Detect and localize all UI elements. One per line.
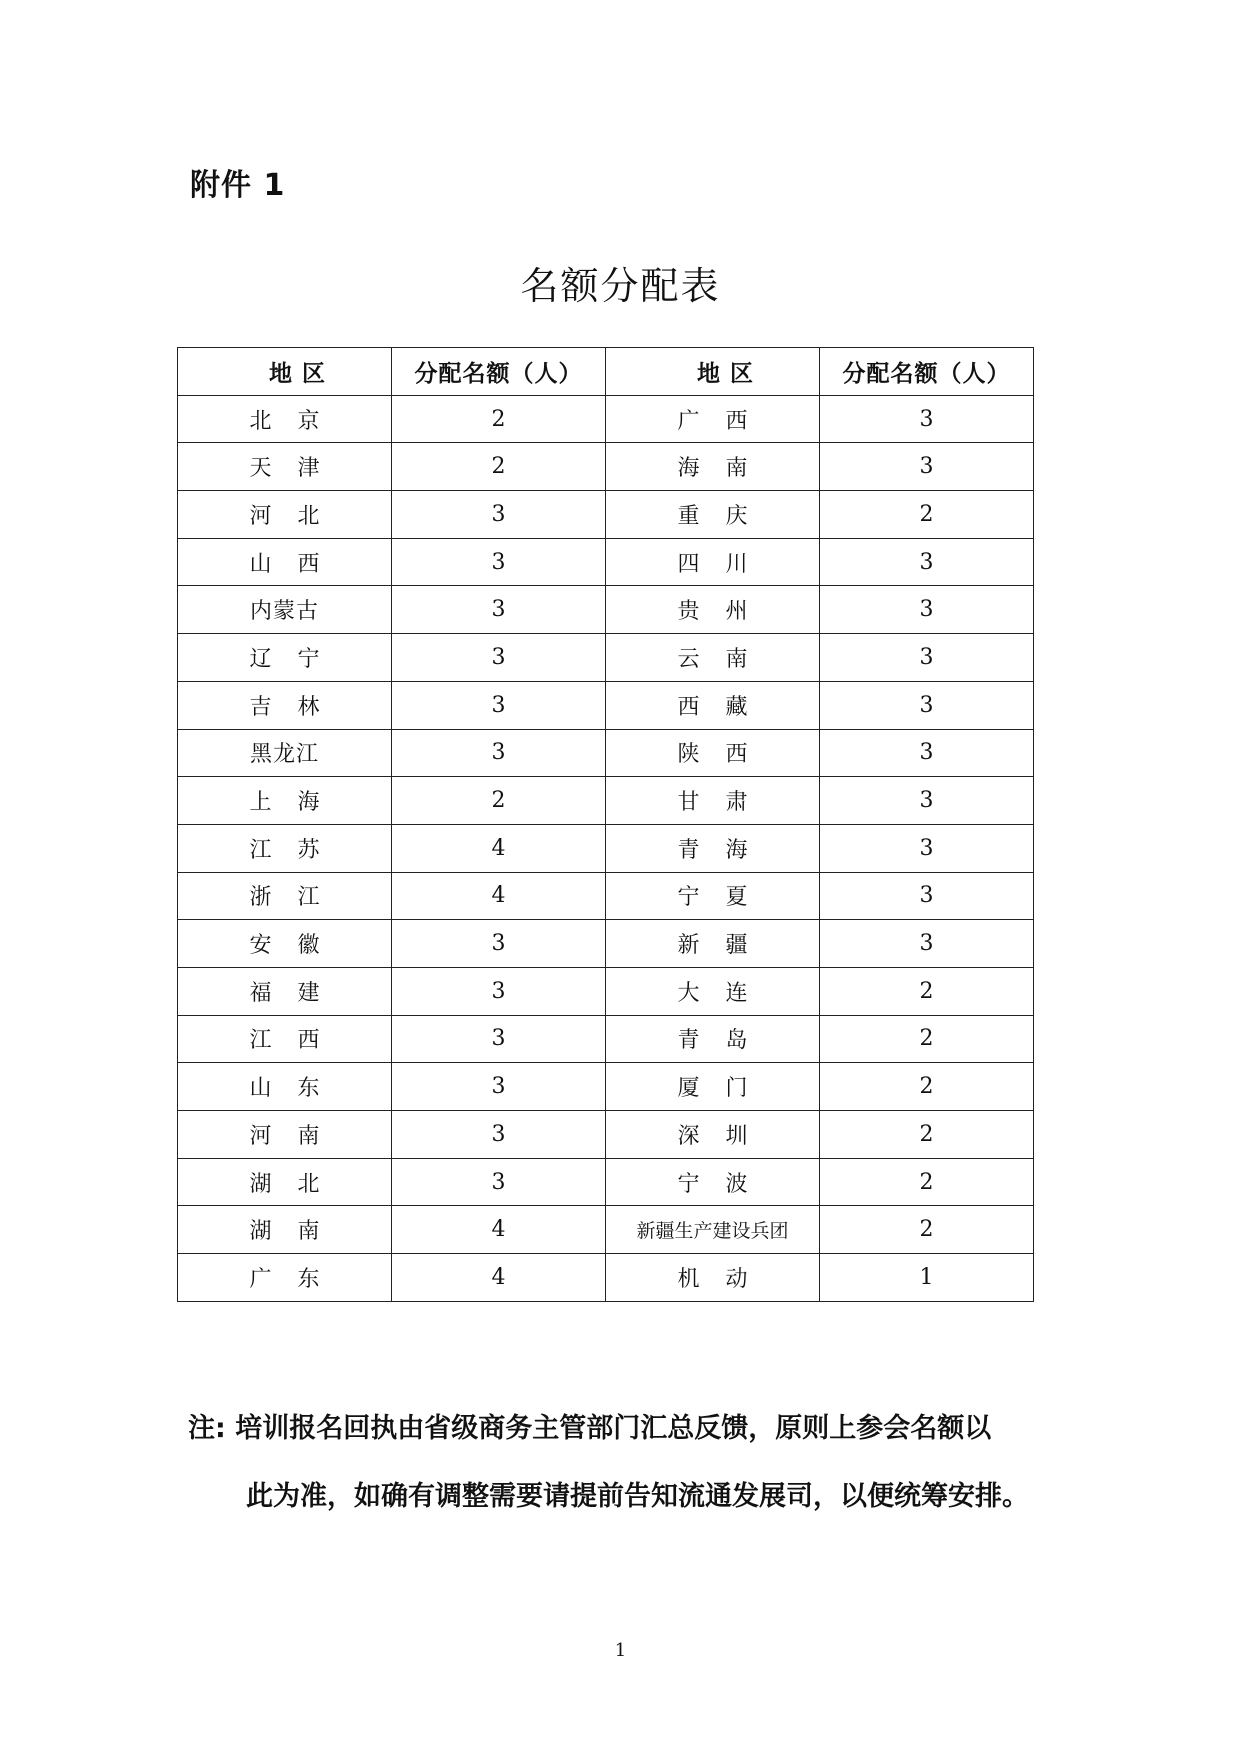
quota-cell: 2	[392, 395, 606, 443]
quota-cell: 3	[820, 681, 1034, 729]
attachment-label: 附件 1	[190, 168, 286, 203]
page-number: 1	[614, 1640, 627, 1661]
header-region-left: 地 区	[178, 348, 392, 396]
region-cell: 云南	[606, 634, 820, 682]
quota-cell: 3	[392, 1111, 606, 1159]
quota-cell: 2	[820, 1063, 1034, 1111]
table-row	[178, 491, 1034, 539]
region-cell: 深圳	[606, 1111, 820, 1159]
quota-cell: 3	[392, 729, 606, 777]
quota-cell: 3	[392, 1015, 606, 1063]
table-row	[178, 920, 1034, 968]
region-cell: 辽宁	[178, 634, 392, 682]
region-cell: 黑龙江	[178, 729, 392, 777]
region-cell: 吉林	[178, 681, 392, 729]
quota-cell: 1	[820, 1254, 1034, 1302]
header-region-right: 地 区	[606, 348, 820, 396]
table-row	[178, 1063, 1034, 1111]
table-row	[178, 1206, 1034, 1254]
quota-cell: 3	[392, 538, 606, 586]
table-row	[178, 395, 1034, 443]
region-cell: 甘肃	[606, 777, 820, 825]
note	[188, 1395, 1068, 1531]
quota-cell: 4	[392, 824, 606, 872]
region-cell: 上海	[178, 777, 392, 825]
region-cell: 山东	[178, 1063, 392, 1111]
region-cell: 北京	[178, 395, 392, 443]
table-row	[178, 443, 1034, 491]
quota-table	[177, 347, 1034, 1302]
table-body	[178, 395, 1034, 1301]
quota-cell: 2	[820, 1158, 1034, 1206]
region-cell: 机动	[606, 1254, 820, 1302]
header-quota-left: 分配名额（人）	[392, 348, 606, 396]
quota-cell: 3	[392, 586, 606, 634]
region-cell: 厦门	[606, 1063, 820, 1111]
quota-cell: 3	[820, 395, 1034, 443]
region-cell: 青海	[606, 824, 820, 872]
table-row	[178, 777, 1034, 825]
table-header-row	[178, 348, 1034, 396]
region-cell: 浙江	[178, 872, 392, 920]
document-title: 名额分配表	[520, 264, 721, 308]
table-row	[178, 634, 1034, 682]
quota-cell: 3	[820, 634, 1034, 682]
quota-cell: 3	[392, 491, 606, 539]
quota-cell: 3	[820, 872, 1034, 920]
table-row	[178, 681, 1034, 729]
note-line-1: 注: 培训报名回执由省级商务主管部门汇总反馈，原则上参会名额以	[188, 1413, 992, 1444]
quota-cell: 2	[820, 1206, 1034, 1254]
quota-cell: 3	[392, 920, 606, 968]
quota-cell: 2	[820, 1111, 1034, 1159]
region-cell: 贵州	[606, 586, 820, 634]
quota-cell: 3	[820, 538, 1034, 586]
region-cell: 海南	[606, 443, 820, 491]
region-cell: 河南	[178, 1111, 392, 1159]
region-cell: 天津	[178, 443, 392, 491]
quota-cell: 3	[820, 777, 1034, 825]
quota-cell: 3	[392, 634, 606, 682]
quota-cell: 3	[820, 729, 1034, 777]
quota-cell: 2	[392, 443, 606, 491]
quota-cell: 2	[820, 491, 1034, 539]
table-row	[178, 538, 1034, 586]
table-row	[178, 824, 1034, 872]
quota-cell: 3	[392, 1063, 606, 1111]
region-cell: 西藏	[606, 681, 820, 729]
quota-cell: 3	[392, 681, 606, 729]
quota-cell: 3	[392, 967, 606, 1015]
note-line-2: 此为准，如确有调整需要请提前告知流通发展司，以便统筹安排。	[246, 1481, 1029, 1512]
header-quota-right: 分配名额（人）	[820, 348, 1034, 396]
region-cell: 河北	[178, 491, 392, 539]
quota-cell: 2	[820, 1015, 1034, 1063]
table-row	[178, 586, 1034, 634]
region-cell: 重庆	[606, 491, 820, 539]
quota-cell: 4	[392, 1254, 606, 1302]
region-cell: 安徽	[178, 920, 392, 968]
table-row	[178, 1158, 1034, 1206]
region-cell: 四川	[606, 538, 820, 586]
quota-cell: 3	[820, 443, 1034, 491]
region-cell: 福建	[178, 967, 392, 1015]
quota-cell: 2	[820, 967, 1034, 1015]
quota-cell: 4	[392, 1206, 606, 1254]
quota-cell: 3	[820, 920, 1034, 968]
table-row	[178, 872, 1034, 920]
quota-cell: 3	[820, 824, 1034, 872]
quota-cell: 3	[820, 586, 1034, 634]
table-row	[178, 1015, 1034, 1063]
region-cell: 新疆	[606, 920, 820, 968]
quota-cell: 2	[392, 777, 606, 825]
region-cell: 宁波	[606, 1158, 820, 1206]
region-cell: 湖南	[178, 1206, 392, 1254]
table-row	[178, 729, 1034, 777]
region-cell: 陕西	[606, 729, 820, 777]
region-cell: 广东	[178, 1254, 392, 1302]
region-cell: 山西	[178, 538, 392, 586]
region-cell: 湖北	[178, 1158, 392, 1206]
quota-cell: 4	[392, 872, 606, 920]
region-cell: 内蒙古	[178, 586, 392, 634]
region-cell: 广西	[606, 395, 820, 443]
region-cell: 大连	[606, 967, 820, 1015]
table-row	[178, 1254, 1034, 1302]
quota-cell: 3	[392, 1158, 606, 1206]
region-cell: 新疆生产建设兵团	[606, 1206, 820, 1254]
table-row	[178, 967, 1034, 1015]
region-cell: 宁夏	[606, 872, 820, 920]
table-row	[178, 1111, 1034, 1159]
region-cell: 青岛	[606, 1015, 820, 1063]
region-cell: 江苏	[178, 824, 392, 872]
region-cell: 江西	[178, 1015, 392, 1063]
